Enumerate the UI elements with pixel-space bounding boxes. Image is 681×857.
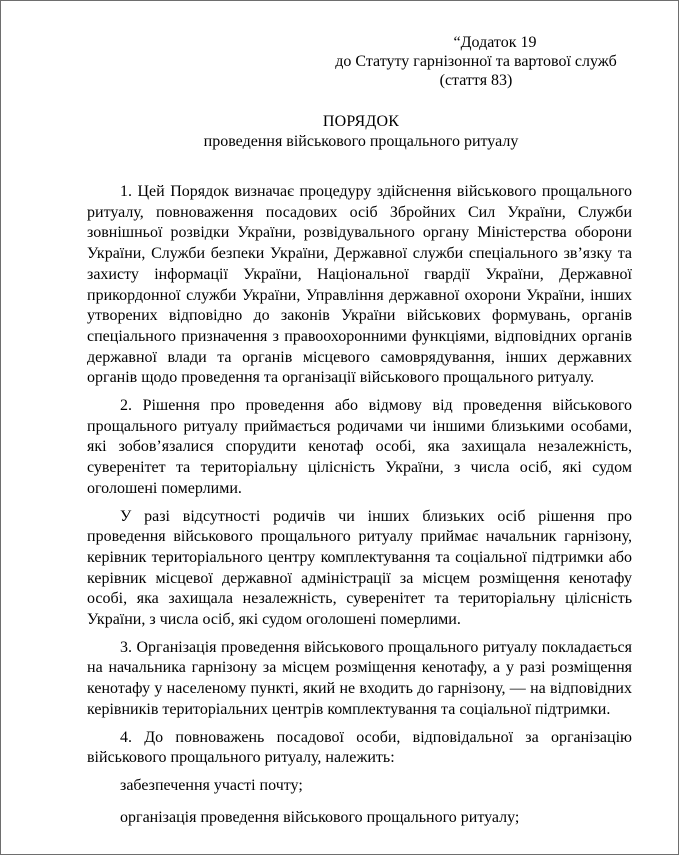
document-body <box>87 182 632 839</box>
appendix-header <box>321 33 631 90</box>
document-title-block <box>81 112 641 152</box>
document-title: ПОРЯДОК <box>322 113 400 130</box>
appendix-number: “Додаток 19 <box>453 34 537 51</box>
paragraph-2: 2. Рішення про проведення або відмову від проведення військового прощального ритуалу приймається родичами чи іншими близькими особами, які зобов’язалися спорудити кенотаф особі, яка захищала незалежність, суверенітет та територіальну цілісність України, з числа осіб, які судом оголошені померлими. <box>87 397 632 497</box>
paragraph-4: 3. Організація проведення військового прощального ритуалу покладається на начальника гарнізону за місцем розміщення кенотафу, а у разі розміщення кенотафу у населеному пункті, який не входить до гарнізону, — на відповідних керівників територіальних центрів комплектування та соціальної підтримки. <box>87 638 632 718</box>
document-subtitle: проведення військового прощального ритуалу <box>203 133 519 150</box>
list-item: організація проведення військового прощального ритуалу; <box>120 808 520 826</box>
paragraph-5: 4. До повноважень посадової особи, відповідальної за організацію військового прощального ритуалу, належить: <box>87 728 632 767</box>
paragraph-1: 1. Цей Порядок визначає процедуру здійснення військового прощального ритуалу, повноваження посадових осіб Збройних Сил України, Служби зовнішньої розвідки України, розвідувального органу Міністерства оборони України, Служби безпеки України, Державної служби спеціального зв’язку та захисту інформації України, Національної гвардії України, Державної прикордонної служби України, Управління державної охорони України, інших утворених відповідно до законів України військових формувань, органів спеціального призначення з правоохоронними функціями, відповідних органів державної влади та органів місцевого самоврядування, інших державних органів щодо проведення та організації військового прощального ритуалу. <box>87 183 632 387</box>
appendix-article: (стаття 83) <box>439 72 513 89</box>
paragraph-3: У разі відсутності родичів чи інших близьких осіб рішення про проведення військового прощального ритуалу приймає начальник гарнізону, керівник територіального центру комплектування та соціальної підтримки або керівник місцевої державної адміністрації за місцем розміщення кенотафу особі, яка захищала незалежність, суверенітет та територіальну цілісність України, з числа осіб, які судом оголошені померлими. <box>87 507 632 629</box>
appendix-reference: до Статуту гарнізонної та вартової служб <box>335 53 617 70</box>
list-item: забезпечення участі почту; <box>120 776 303 794</box>
